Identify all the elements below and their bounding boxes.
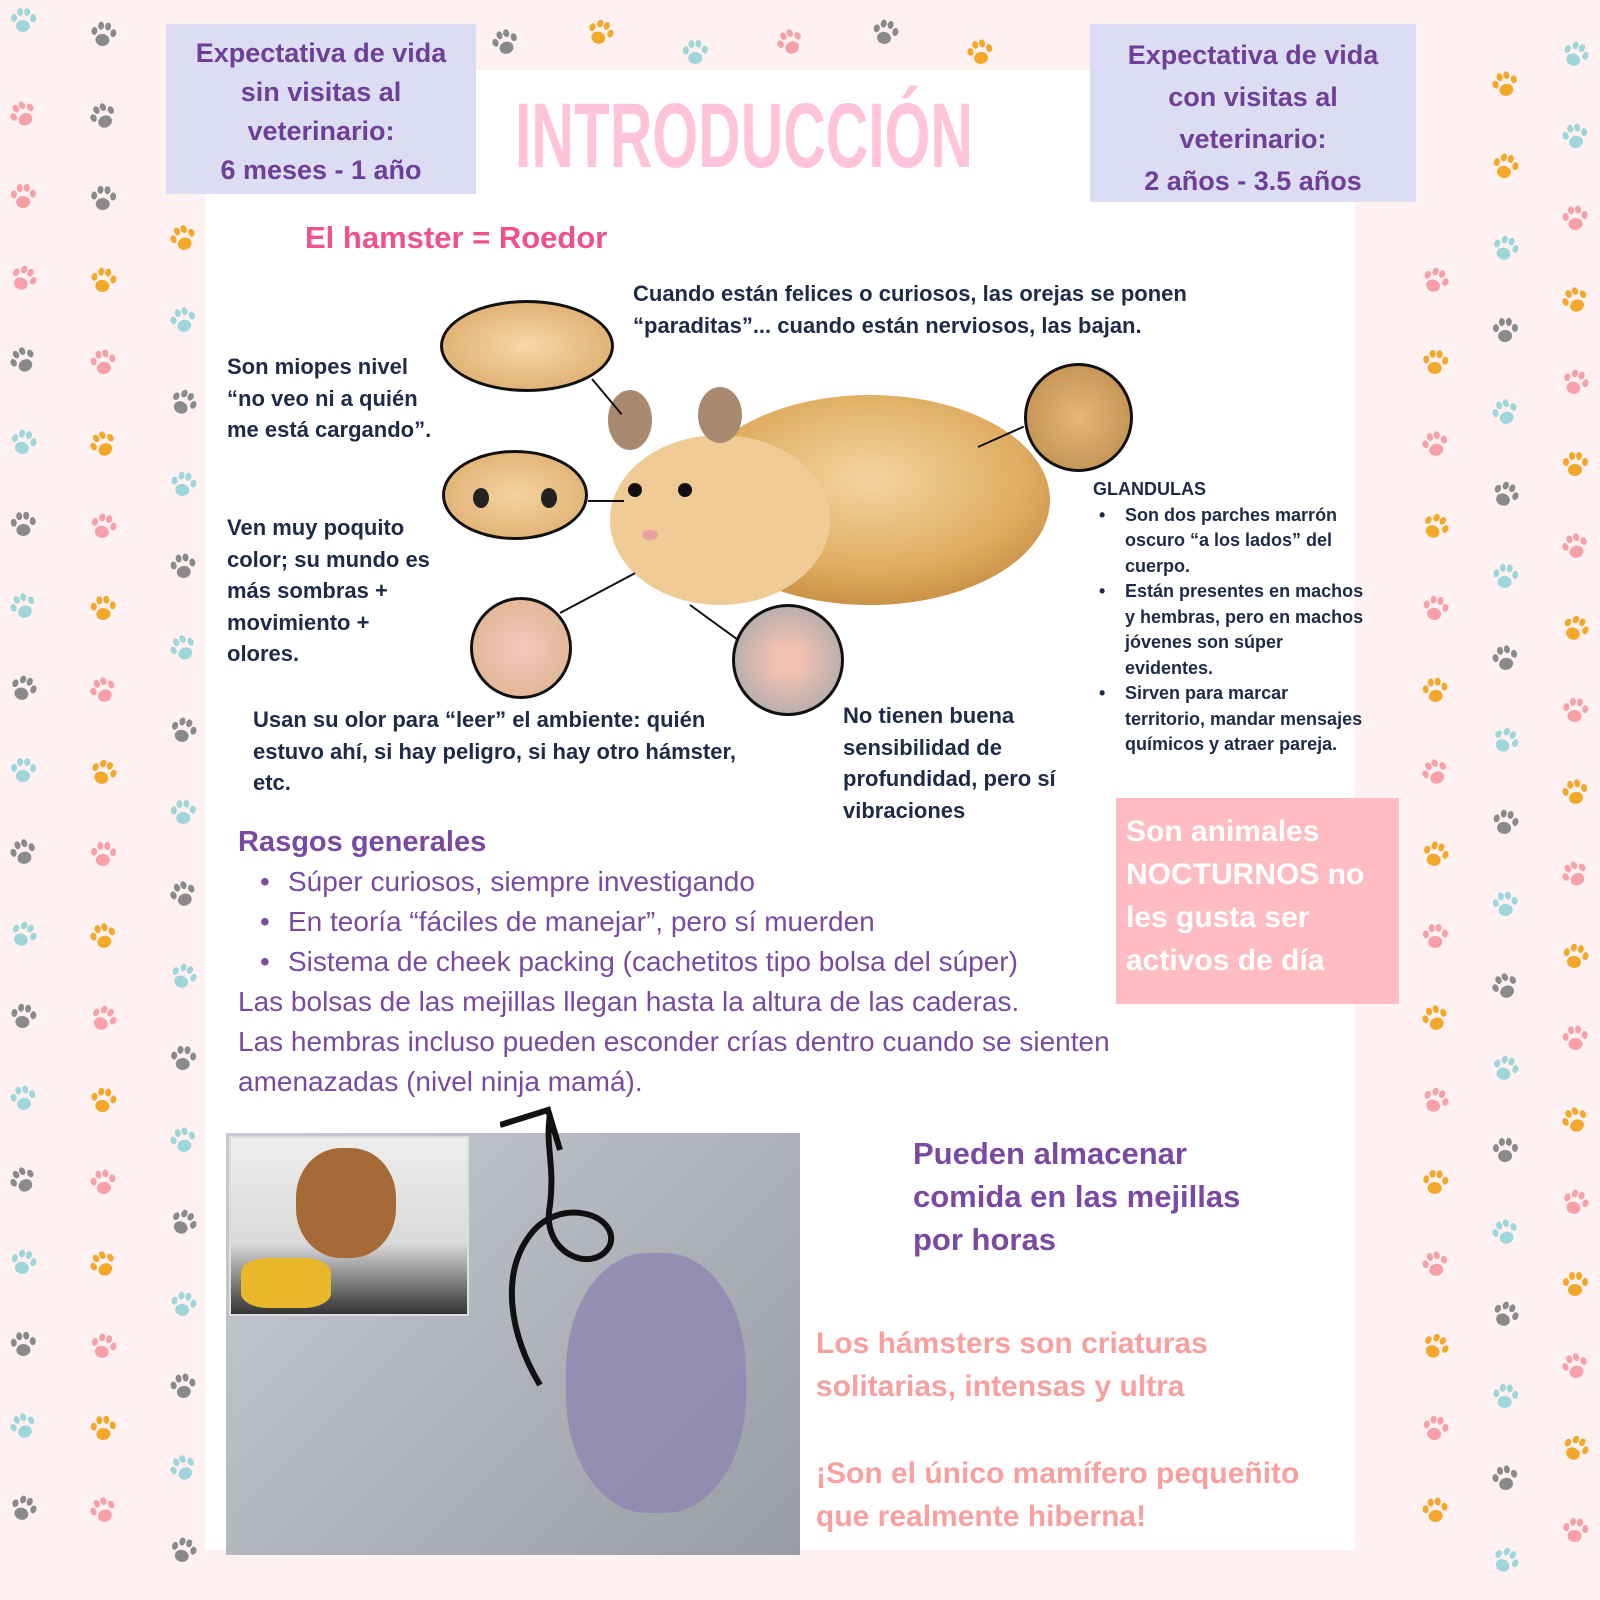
paw-print-icon xyxy=(1489,1381,1522,1414)
paw-print-icon xyxy=(164,958,203,997)
paw-print-icon xyxy=(5,1245,41,1281)
paw-print-icon xyxy=(1559,1515,1592,1548)
paw-print-icon xyxy=(83,999,123,1039)
paw-print-icon xyxy=(867,15,902,50)
paw-print-icon xyxy=(770,23,810,63)
paw-print-icon xyxy=(1490,316,1521,347)
paw-print-icon xyxy=(86,1084,120,1118)
paw-print-icon xyxy=(166,1288,200,1322)
nose-closeup xyxy=(470,597,572,699)
paw-print-icon xyxy=(1419,921,1450,952)
paw-print-icon xyxy=(85,509,121,545)
paw-print-icon xyxy=(87,183,119,215)
paw-print-icon xyxy=(164,220,202,258)
paw-print-icon xyxy=(83,671,122,710)
paw-print-icon xyxy=(83,1491,122,1530)
paw-print-icon xyxy=(1418,674,1452,708)
paw-print-icon xyxy=(167,1043,199,1075)
paw-print-icon xyxy=(4,670,42,708)
eyes-note-color: Ven muy poquito color; su mundo es más sombras + movimiento + olores. xyxy=(227,515,430,666)
paw-print-icon xyxy=(1418,1494,1452,1528)
gland-closeup xyxy=(1024,363,1133,472)
paw-print-icon xyxy=(1488,888,1521,921)
paw-print-icon xyxy=(1555,281,1595,321)
paw-print-icon xyxy=(3,1161,44,1202)
paw-print-icon xyxy=(1415,753,1455,793)
list-item: • Son dos parches marrón oscuro “a los lados” del cuerpo. xyxy=(1093,503,1373,580)
paw-print-icon xyxy=(1415,1081,1454,1120)
text-line: Expectativa de vida xyxy=(1127,40,1379,70)
paw-print-icon xyxy=(1557,939,1593,975)
paw-print-icon xyxy=(1555,855,1596,896)
paw-print-icon xyxy=(87,839,118,870)
paw-print-icon xyxy=(1556,36,1595,75)
paw-print-icon xyxy=(1485,721,1526,762)
paw-print-icon xyxy=(166,468,200,502)
paw-print-icon xyxy=(166,550,200,584)
glands-section xyxy=(1093,477,1373,758)
paw-print-icon xyxy=(3,259,43,299)
glands-heading: GLANDULAS xyxy=(1093,479,1206,499)
text-line: veterinario: xyxy=(247,116,395,146)
paw-print-icon xyxy=(1556,364,1594,402)
paw-print-icon xyxy=(1485,475,1524,514)
paw-print-icon xyxy=(1487,149,1523,185)
paw-print-icon xyxy=(163,1203,203,1243)
paw-print-icon xyxy=(1556,1184,1594,1222)
paw-print-icon xyxy=(1486,1214,1524,1252)
paw-print-icon xyxy=(166,1370,200,1404)
paw-print-icon xyxy=(1487,1461,1523,1497)
paw-print-icon xyxy=(1559,1023,1592,1056)
paw-print-icon xyxy=(8,6,39,37)
paw-print-icon xyxy=(1419,347,1451,379)
storage-note: Pueden almacenar comida en las mejillas por horas xyxy=(913,1136,1241,1257)
paw-print-icon xyxy=(1489,561,1522,594)
cheek-paragraph: Las bolsas de las mejillas llegan hasta la altura de las caderas. xyxy=(238,986,1020,1017)
paw-print-icon xyxy=(1415,507,1456,548)
list-item: • En teoría “fáciles de manejar”, pero sí muerden xyxy=(238,902,1098,942)
life-expectancy-with-vet xyxy=(1090,24,1416,202)
paw-print-icon xyxy=(4,834,41,871)
paw-print-icon xyxy=(1486,394,1524,432)
ears-closeup xyxy=(440,300,614,392)
paw-print-icon xyxy=(1417,1247,1453,1283)
paw-print-icon xyxy=(165,303,202,340)
paw-print-icon xyxy=(5,425,41,461)
hibernate-note: ¡Son el único mamífero pequeñito que realmente hiberna! xyxy=(816,1457,1300,1533)
paw-print-icon xyxy=(3,341,44,382)
paw-print-icon xyxy=(85,1329,121,1365)
paws-note: No tienen buena sensibilidad de profundidad, pero sí vibraciones xyxy=(843,703,1056,823)
paw-print-icon xyxy=(7,509,40,542)
traits-section xyxy=(238,822,1218,1102)
paw-print-icon xyxy=(6,1000,39,1033)
paw-print-icon xyxy=(86,264,120,298)
paw-print-icon xyxy=(1415,261,1454,300)
paw-print-icon xyxy=(3,915,43,955)
paw-print-icon xyxy=(1417,427,1453,463)
paw-print-icon xyxy=(1415,1327,1456,1368)
paw-print-icon xyxy=(83,97,123,137)
list-item: • Están presentes en machos y hembras, pero en machos jóvenes son súper evidentes. xyxy=(1093,579,1373,681)
paw-print-icon xyxy=(4,1490,42,1528)
paw-print-icon xyxy=(1419,1167,1451,1199)
paw-print-icon xyxy=(8,756,39,787)
paw-print-icon xyxy=(1487,805,1522,840)
paw-print-icon xyxy=(1418,592,1453,627)
traits-heading: Rasgos generales xyxy=(238,826,487,858)
paw-print-icon xyxy=(163,1449,203,1489)
paw-print-icon xyxy=(3,1407,42,1446)
paw-print-icon xyxy=(1485,1541,1526,1582)
paw-print-icon xyxy=(1416,836,1453,873)
paw-print-icon xyxy=(1486,1050,1523,1087)
paw-print-icon xyxy=(1559,695,1592,728)
list-item: • Súper curiosos, siempre investigando xyxy=(238,862,1098,902)
page-title: INTRODUCCIÓN xyxy=(515,85,973,187)
paw-print-icon xyxy=(1418,1412,1453,1447)
paw-print-icon xyxy=(87,593,119,625)
paw-print-icon xyxy=(165,713,202,750)
females-paragraph: Las hembras incluso pueden esconder crías dentro cuando se sienten amenazadas (nivel ninja mamá). xyxy=(238,1026,1110,1097)
paw-print-icon xyxy=(1560,1270,1590,1300)
solitary-note: Los hámsters son criaturas solitarias, intensas y ultra xyxy=(816,1327,1208,1403)
paw-print-icon xyxy=(1555,1101,1595,1141)
paw-print-icon xyxy=(165,1533,202,1570)
paw-print-icon xyxy=(1556,1348,1594,1386)
text-line: Expectativa de vida xyxy=(195,38,447,68)
text-line: sin visitas al xyxy=(240,77,402,107)
paw-print-icon xyxy=(7,1329,40,1362)
eyes-closeup xyxy=(442,450,588,540)
paw-print-icon xyxy=(1486,230,1523,267)
paw-print-icon xyxy=(1485,967,1525,1007)
text-line: con visitas al xyxy=(1168,82,1338,112)
paw-print-icon xyxy=(1555,1429,1595,1469)
paw-print-icon xyxy=(164,876,203,915)
paw-print-icon xyxy=(1560,450,1590,480)
paw-print-icon xyxy=(165,1123,202,1160)
paw-print-icon xyxy=(84,918,121,955)
paw-print-icon xyxy=(1559,203,1592,236)
paw-print-icon xyxy=(1416,1000,1454,1038)
ears-note: Cuando están felices o curiosos, las orejas se ponen “paraditas”... cuando están nerviosos, las bajan. xyxy=(633,281,1187,338)
paw-print-icon xyxy=(1487,641,1523,677)
hamster-photo xyxy=(600,380,1060,620)
list-item: • Sirven para marcar territorio, mandar mensajes químicos y atraer pareja. xyxy=(1093,681,1373,758)
paw-print-icon xyxy=(486,24,523,61)
subtitle: El hamster = Roedor xyxy=(305,220,608,255)
eyes-note-myopia: Son miopes nivel “no veo ni a quién me está cargando”. xyxy=(227,354,432,442)
paw-print-icon xyxy=(87,1413,119,1445)
text-line: 6 meses - 1 año xyxy=(220,155,422,185)
paw-print-icon xyxy=(1485,1295,1524,1334)
paw-print-icon xyxy=(1557,119,1592,154)
paw-print-icon xyxy=(1557,775,1593,811)
curly-arrow-icon xyxy=(500,1105,640,1395)
paw-print-icon xyxy=(86,346,121,381)
connector-line xyxy=(588,500,624,502)
paw-print-icon xyxy=(163,383,203,423)
paw-print-icon xyxy=(167,797,199,829)
paw-print-icon xyxy=(3,587,42,626)
paw-print-icon xyxy=(581,14,619,52)
nocturnal-callout: Son animales NOCTURNOS no les gusta ser activos de día xyxy=(1116,798,1399,1004)
paw-print-icon xyxy=(1490,1136,1521,1167)
paw-print-icon xyxy=(86,1166,121,1201)
text-line: veterinario: xyxy=(1179,124,1327,154)
life-expectancy-without-vet xyxy=(166,24,476,194)
paw-closeup xyxy=(732,604,844,716)
list-item: • Sistema de cheek packing (cachetitos tipo bolsa del súper) xyxy=(238,942,1098,982)
hamster-eating-inset xyxy=(229,1136,469,1316)
paw-print-icon xyxy=(962,35,998,71)
paw-print-icon xyxy=(83,1245,124,1286)
paw-print-icon xyxy=(1555,609,1595,649)
smell-note: Usan su olor para “leer” el ambiente: quién estuvo ahí, si hay peligro, si hay otro hámster, etc. xyxy=(253,707,736,795)
paw-print-icon xyxy=(84,754,122,792)
paw-print-icon xyxy=(3,95,44,136)
paw-print-icon xyxy=(1486,66,1523,103)
paw-print-icon xyxy=(679,37,711,69)
paw-print-icon xyxy=(7,181,38,212)
paw-print-icon xyxy=(86,18,119,51)
paw-print-icon xyxy=(163,629,203,669)
paw-print-icon xyxy=(5,1081,40,1116)
paw-print-icon xyxy=(1556,528,1594,566)
text-line: 2 años - 3.5 años xyxy=(1144,166,1362,196)
paw-print-icon xyxy=(83,425,124,466)
